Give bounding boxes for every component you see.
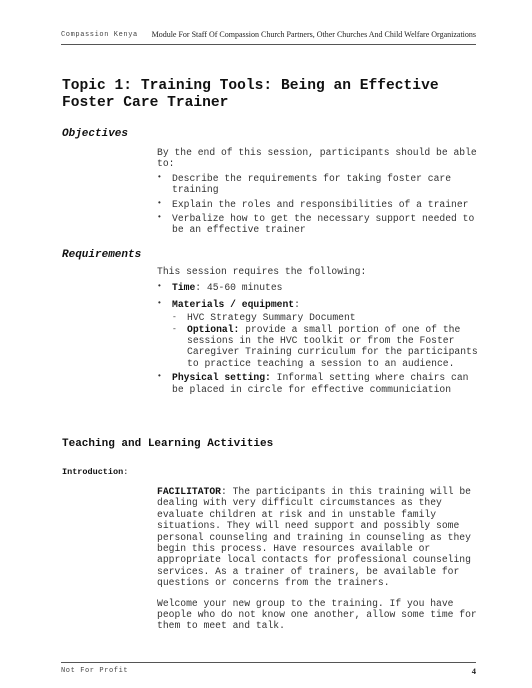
page-header (61, 30, 476, 45)
requirements-list (157, 282, 483, 395)
teaching-heading: Teaching and Learning Activities (62, 438, 274, 450)
topic-title: Topic 1: Training Tools: Being an Effective Foster Care Trainer (62, 78, 439, 111)
optional-text: provide a small portion of one of the sessions in the HVC toolkit or from the Foster Caregiver Training curriculum for the participants to practice teaching a session to an audience. (187, 323, 478, 369)
objectives-body (157, 147, 483, 236)
setting-text: Informal setting where chairs can be placed in circle for effective communiciation (172, 372, 469, 395)
introduction-label-text: Introduction (62, 467, 124, 477)
optional-colon: : (233, 323, 240, 335)
list-item (157, 213, 483, 236)
facilitator-colon: : (220, 486, 227, 497)
bullet-icon: • (157, 198, 162, 208)
introduction-label (62, 467, 128, 477)
introduction-colon: : (123, 467, 129, 477)
facilitator-paragraph (157, 486, 483, 589)
requirements-body (157, 266, 483, 395)
bullet-icon: • (157, 282, 162, 292)
time-label: Time (172, 282, 196, 294)
bullet-icon: • (157, 372, 162, 382)
objective-text: Verbalize how to get the necessary support needed to be an effective trainer (172, 213, 475, 236)
objectives-intro: By the end of this session, participants should be able to: (157, 147, 477, 170)
footer-label: Not For Profit (61, 667, 129, 675)
dash-icon: - (172, 313, 177, 323)
list-item (157, 282, 483, 293)
objective-text: Explain the roles and responsibilities of a trainer (172, 198, 469, 210)
materials-label: Materials / equipment (172, 298, 295, 310)
materials-list (172, 312, 483, 369)
list-item (157, 372, 483, 395)
list-item (172, 324, 483, 370)
page-number: 4 (471, 666, 476, 676)
requirements-heading: Requirements (62, 249, 142, 261)
facilitator-note (157, 486, 483, 632)
list-item (157, 199, 483, 210)
objectives-heading: Objectives (62, 128, 129, 140)
header-organization: Compassion Kenya (61, 31, 138, 39)
requirements-intro: This session requires the following: (157, 266, 367, 277)
optional-label: Optional (187, 323, 234, 335)
list-item (157, 173, 483, 196)
header-module-title: Module For Staff Of Compassion Church Partners, Other Churches And Child Welfare Organizations (151, 30, 476, 39)
materials-colon: : (294, 298, 300, 310)
welcome-paragraph: Welcome your new group to the training. If you have people who do not know one another, allow some time for them to meet and talk. (157, 597, 477, 632)
dash-icon: - (172, 324, 177, 334)
bullet-icon: • (157, 213, 162, 223)
bullet-icon: • (157, 172, 162, 182)
page-footer (61, 662, 476, 677)
objectives-list (157, 173, 483, 236)
objective-text: Describe the requirements for taking foster care training (172, 172, 452, 196)
bullet-icon: • (157, 298, 162, 308)
facilitator-text: The participants in this training will be dealing with very difficult circumstances as they evaluate children at risk and in unstable family situations. They will need support and possibly some personal counseling and training in counseling as they begin this process. Have resources available or appropriate local contacts for professional counseling services. As a trainer of trainers, be available for questions or concerns from the trainers. (157, 486, 471, 589)
setting-label: Physical setting: (172, 372, 271, 384)
facilitator-label: FACILITATOR (157, 486, 221, 497)
time-value: : 45-60 minutes (195, 282, 283, 294)
list-item (157, 299, 483, 369)
list-item (172, 312, 483, 323)
material-text: HVC Strategy Summary Document (187, 312, 356, 324)
